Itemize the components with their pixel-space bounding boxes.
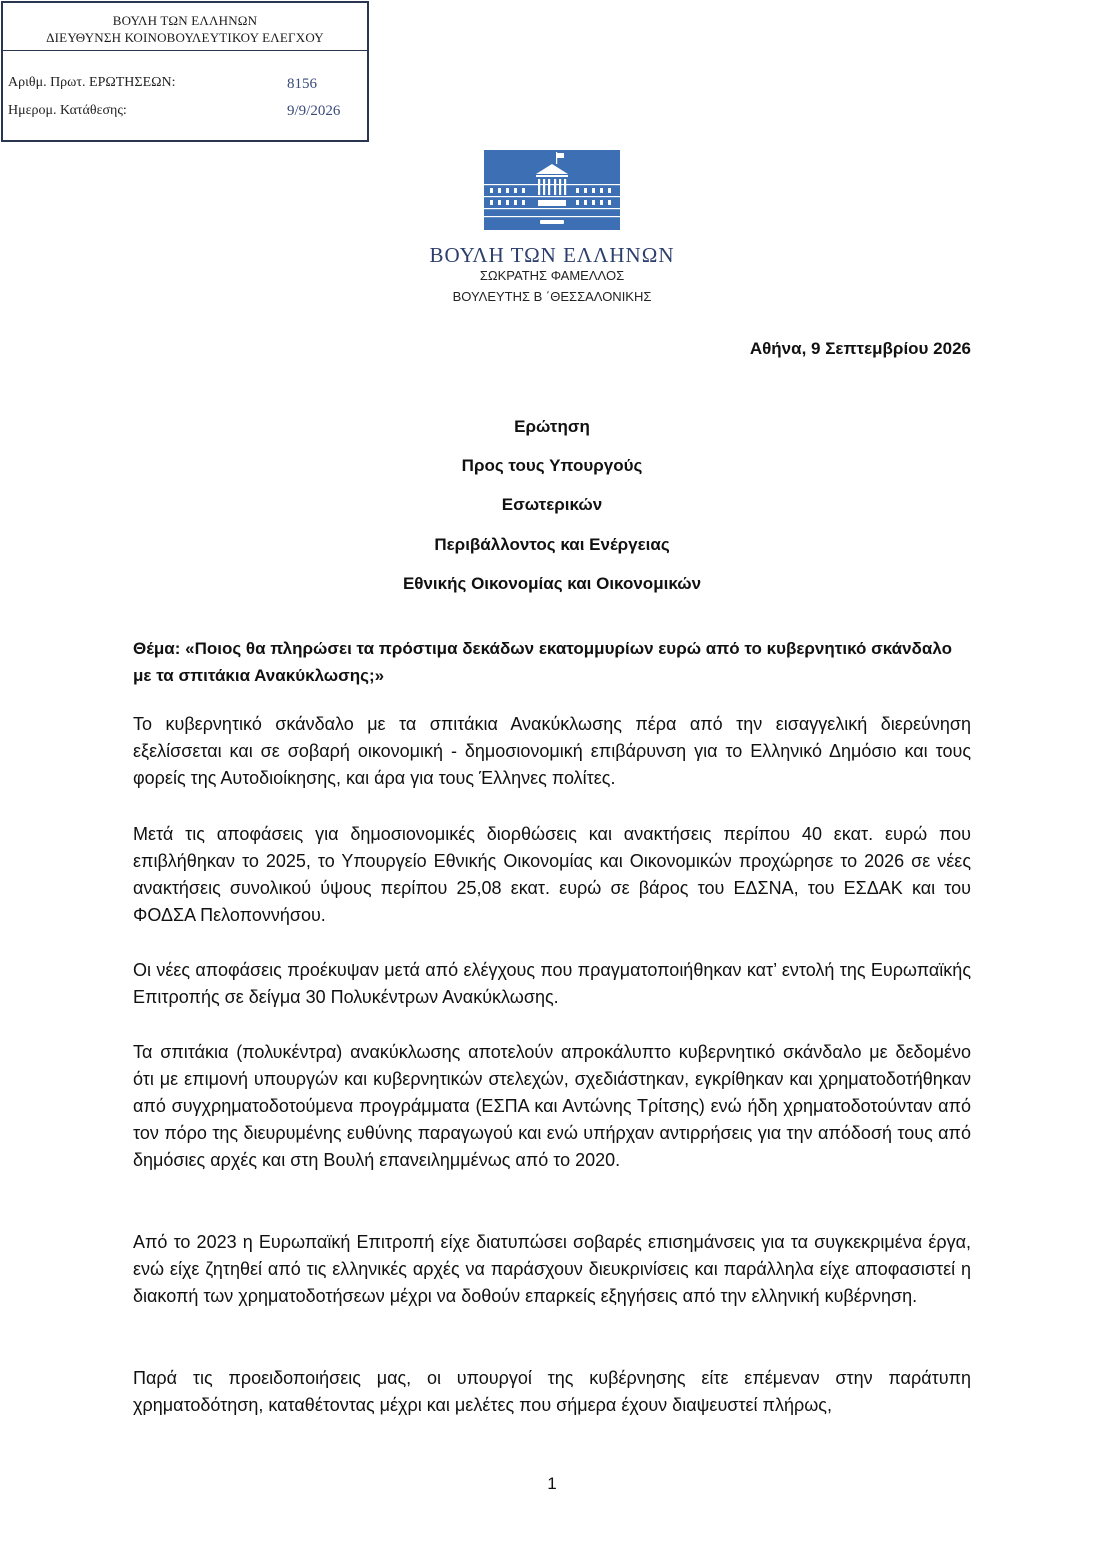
body-paragraph: Οι νέες αποφάσεις προέκυψαν μετά από ελέγχους που πραγματοποιήθηκαν κατ’ εντολή της Ευρωπαϊκής Επιτροπής σε δείγμα 30 Πολυκέντρων Ανακύκλωσης. (133, 960, 971, 1007)
stamp-line1: ΒΟΥΛΗ ΤΩΝ ΕΛΛΗΝΩΝ (112, 13, 258, 28)
mp-title: ΒΟΥΛΕΥΤΗΣ Β ΄ΘΕΣΣΑΛΟΝΙΚΗΣ (452, 289, 652, 304)
stamp-header (3, 3, 367, 51)
addressee-line: Προς τους Υπουργούς (461, 456, 643, 475)
page-number: 1 (547, 1474, 557, 1493)
question-title: Ερώτηση (514, 417, 590, 436)
document-date: Αθήνα, 9 Σεπτεμβρίου 2026 (749, 339, 971, 358)
ministry-line: Περιβάλλοντος και Ενέργειας (434, 535, 670, 554)
body-paragraph: Παρά τις προειδοποιήσεις μας, οι υπουργοί της κυβέρνησης είτε επέμεναν στην παράτυπη χρηματοδότηση, καταθέτοντας μέχρι και μελέτες που σήμερα έχουν διαψευστεί πλήρως, (133, 1368, 971, 1415)
body-paragraph: Τα σπιτάκια (πολυκέντρα) ανακύκλωσης αποτελούν απροκάλυπτο κυβερνητικό σκάνδαλο με δεδομένο ότι με επιμονή υπουργών και κυβερνητικών στελεχών, σχεδιάστηκαν, εγκρίθηκαν και χρηματοδοτήθηκαν από συγχρηματοδοτούμενα προγράμματα (ΕΣΠΑ και Αντώνης Τρίτσης) ενώ ήδη χρηματοδοτούνταν από τον πόρο της διευρυμένης ευθύνης παραγωγού και ενώ υπήρχαν αντιρρήσεις για την απόδοσή τους από δημόσιες αρχές και στη Βουλή επανειλημμένως από το 2020. (133, 1042, 971, 1170)
ministry-line: Εσωτερικών (501, 495, 603, 514)
filing-date-value: 9/9/2026 (287, 103, 341, 119)
ministry-line: Εθνικής Οικονομίας και Οικονομικών (402, 574, 702, 593)
mp-name: ΣΩΚΡΑΤΗΣ ΦΑΜΕΛΛΟΣ (479, 268, 625, 283)
subject-line: Θέμα: «Ποιος θα πληρώσει τα πρόστιμα δεκάδων εκατομμυρίων ευρώ από το κυβερνητικό σκάνδαλο με τα σπιτάκια Ανακύκλωσης;» (133, 639, 952, 685)
protocol-label: Αριθμ. Πρωτ. ΕΡΩΤΗΣΕΩΝ: (8, 75, 176, 90)
body-paragraph: Μετά τις αποφάσεις για δημοσιονομικές διορθώσεις και ανακτήσεις περίπου 40 εκατ. ευρώ που επιβλήθηκαν το 2025, το Υπουργείο Εθνικής Οικονομίας και Οικονομικών προχώρησε το 2026 σε νέες ανακτήσεις συνολικού ύψους περίπου 25,08 εκατ. ευρώ σε βάρος του ΕΔΣΝΑ, του ΕΣΔΑΚ και του ΦΟΔΣΑ Πελοποννήσου. (133, 824, 971, 925)
filing-date-label: Ημερομ. Κατάθεσης: (8, 103, 127, 118)
body-paragraph: Το κυβερνητικό σκάνδαλο με τα σπιτάκια Ανακύκλωσης πέρα από την εισαγγελική διερεύνηση εξελίσσεται και σε σοβαρή οικονομική - δημοσιονομική επιβάρυνση για το Ελληνικό Δημόσιο και τους φορείς της Αυτοδιοίκησης, και άρα για τους Έλληνες πολίτες. (133, 714, 971, 788)
body-paragraph: Από το 2023 η Ευρωπαϊκή Επιτροπή είχε διατυπώσει σοβαρές επισημάνσεις για τα συγκεκριμένα έργα, ενώ είχε ζητηθεί από τις ελληνικές αρχές να παράσχουν διευκρινίσεις και παράλληλα είχε αποφασιστεί η διακοπή των χρηματοδοτήσεων μέχρι να δοθούν επαρκείς εξηγήσεις από την ελληνική κυβέρνηση. (133, 1232, 971, 1306)
parliament-building-icon (480, 150, 624, 230)
protocol-value: 8156 (287, 76, 317, 92)
protocol-stamp (1, 1, 369, 142)
parliament-name: ΒΟΥΛΗ ΤΩΝ ΕΛΛΗΝΩΝ (429, 243, 675, 267)
stamp-line2: ΔΙΕΥΘΥΝΣΗ ΚΟΙΝΟΒΟΥΛΕΥΤΙΚΟΥ ΕΛΕΓΧΟΥ (46, 30, 324, 45)
